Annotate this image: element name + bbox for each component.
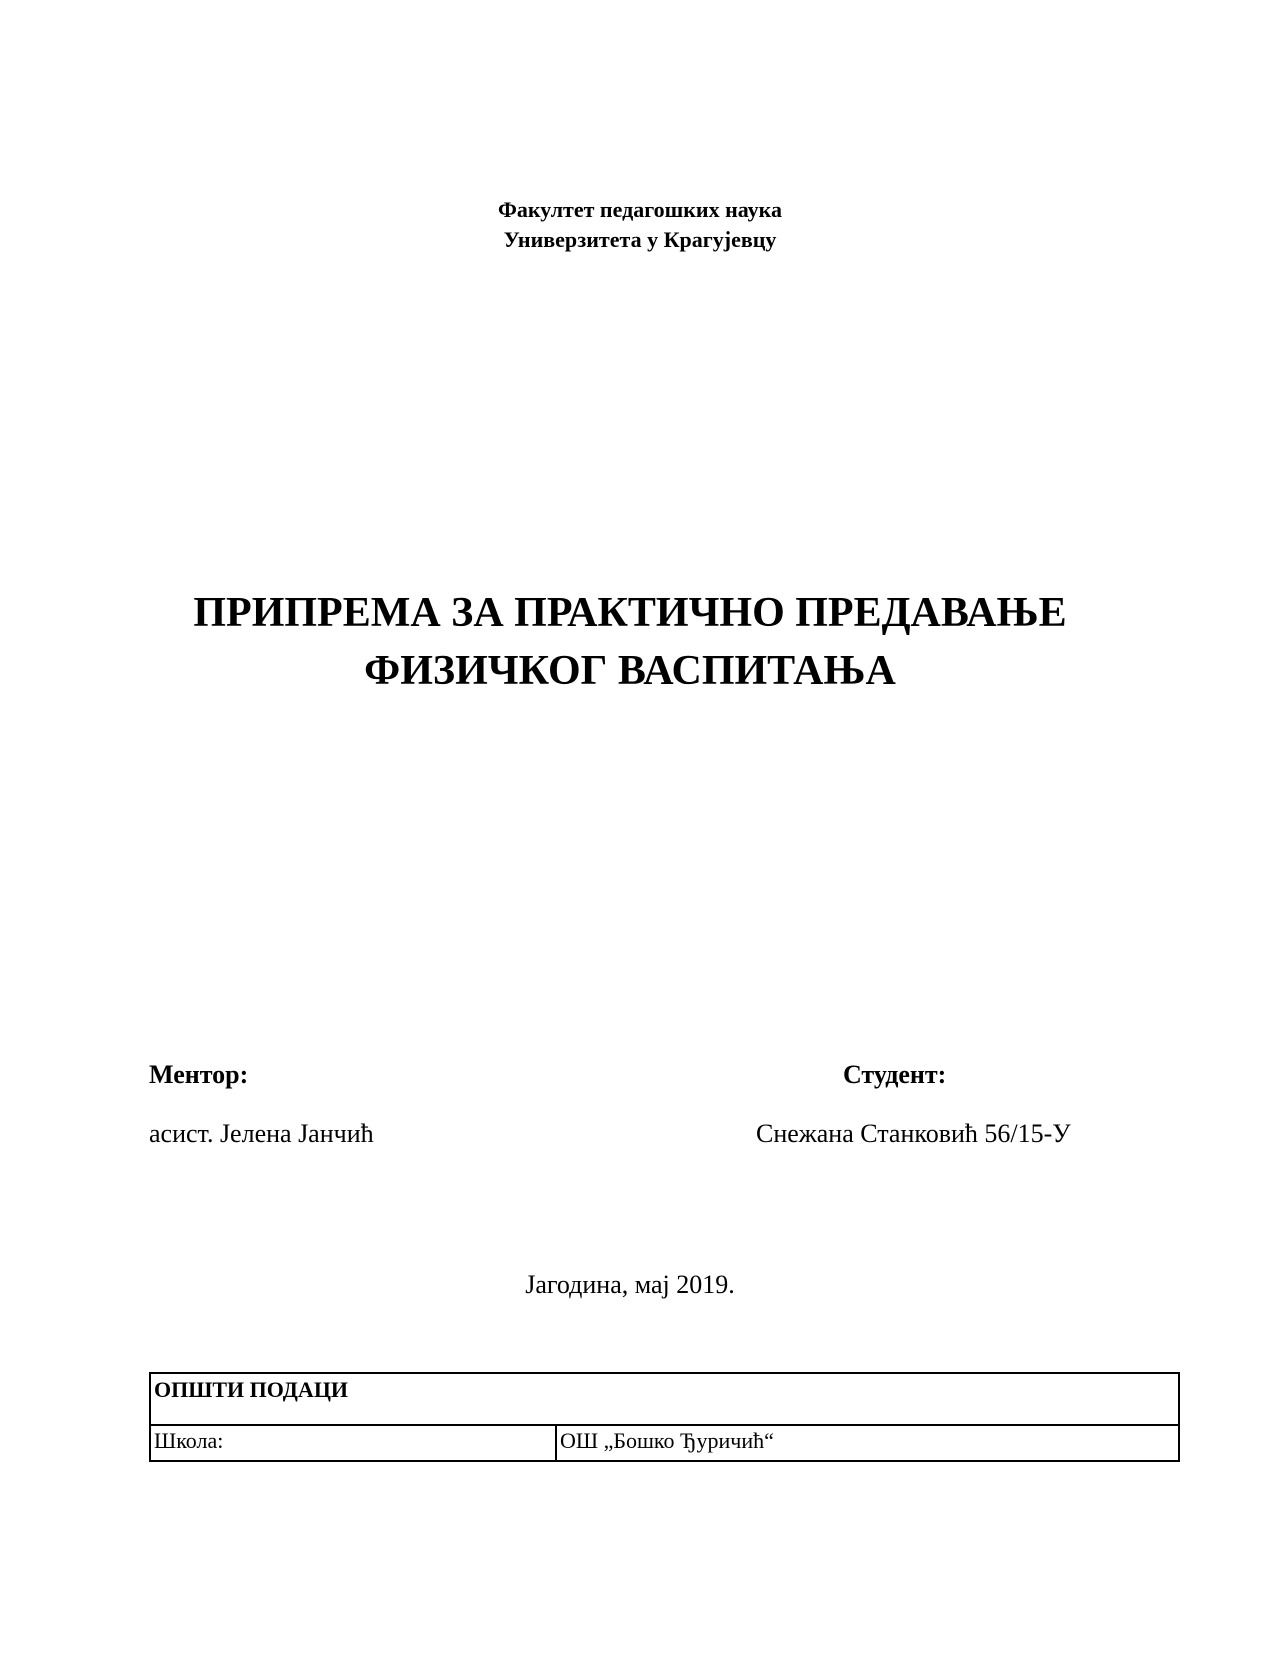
institution-faculty: Факултет педагошких наука	[498, 197, 782, 222]
table-cell-value: ОШ „Бошко Ђуричић“	[556, 1425, 1179, 1461]
document-title-line1: ПРИПРЕМА ЗА ПРАКТИЧНО ПРЕДАВАЊЕ	[193, 590, 1067, 636]
mentor-label: Ментор:	[149, 1060, 249, 1089]
table-cell-key: Школа:	[150, 1425, 556, 1461]
table-header-cell: ОПШТИ ПОДАЦИ	[150, 1373, 1179, 1425]
place-and-date: Јагодина, мај 2019.	[525, 1270, 735, 1299]
student-name: Снежана Станковић 56/15-У	[756, 1119, 1071, 1148]
student-label: Студент:	[843, 1060, 947, 1089]
table-header-row	[150, 1373, 1179, 1425]
mentor-name: асист. Јелена Јанчић	[149, 1119, 374, 1148]
table-row	[150, 1425, 1179, 1461]
general-data-table	[149, 1372, 1180, 1462]
institution-university: Универзитета у Крагујевцу	[503, 227, 777, 252]
document-title-line2: ФИЗИЧКОГ ВАСПИТАЊА	[364, 648, 896, 694]
